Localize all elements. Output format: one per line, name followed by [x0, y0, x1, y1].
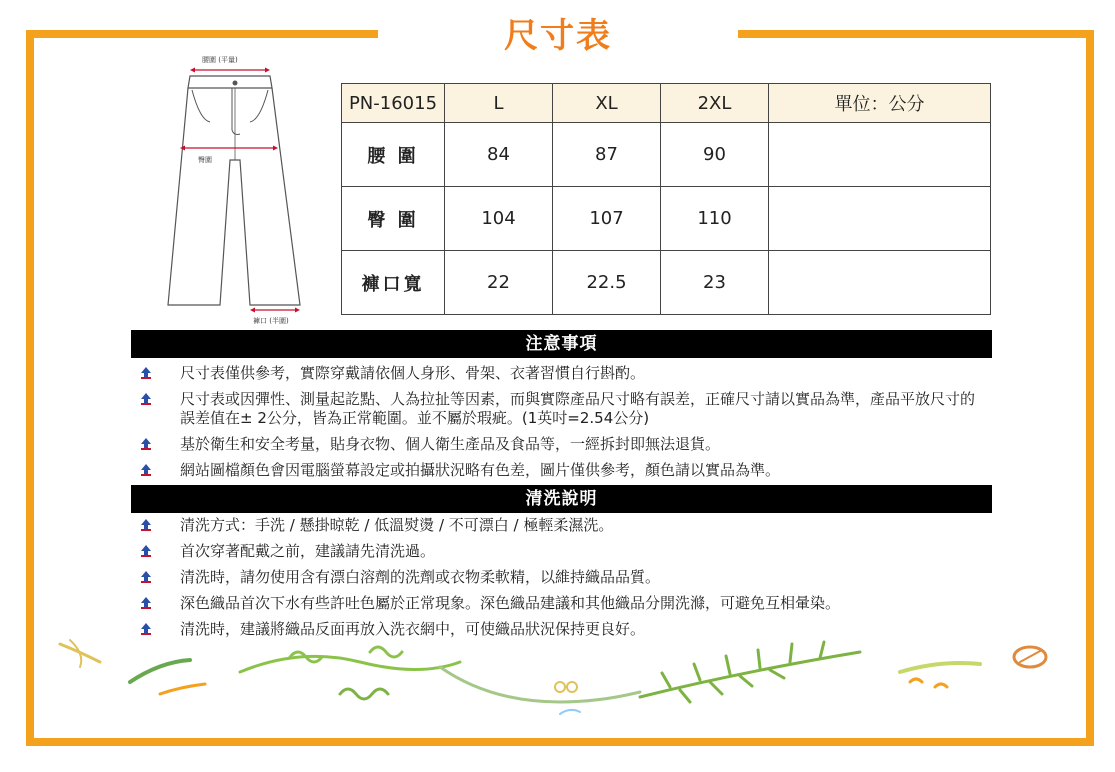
table-cell-empty [769, 251, 991, 315]
table-cell-empty [769, 123, 991, 187]
note-text: 尺寸表僅供參考，實際穿戴請依個人身形、骨架、衣著習慣自行斟酌。 [180, 364, 646, 382]
row-label: 臀 圍 [342, 187, 445, 251]
list-item [140, 542, 1000, 561]
table-header-row [342, 84, 991, 123]
list-item [140, 516, 1000, 535]
waist-label: 腰圍 (平量) [202, 56, 238, 64]
bullet-icon [140, 437, 152, 451]
page-title: 尺寸表 [504, 16, 612, 56]
table-row [342, 187, 991, 251]
model-cell: PN-16015 [342, 84, 445, 123]
row-label: 褲口寬 [342, 251, 445, 315]
frame-top-left [26, 30, 378, 38]
list-item [140, 568, 1000, 587]
bullet-icon [140, 544, 152, 558]
table-cell: 22 [445, 251, 553, 315]
bullet-icon [140, 392, 152, 406]
row-label: 腰 圍 [342, 123, 445, 187]
hem-label: 褲口 (半圍) [253, 317, 289, 325]
bullet-icon [140, 518, 152, 532]
table-row [342, 123, 991, 187]
note-text: 尺寸表或因彈性、測量起訖點、人為拉扯等因素，而與實際產品尺寸略有誤差，正確尺寸請以實品為準，產品平放尺寸的誤差值在± 2公分，皆為正常範圍。並不屬於瑕疵。(1英吋=2.54公分) [180, 390, 976, 427]
table-cell-empty [769, 187, 991, 251]
notes-list [140, 364, 1000, 487]
washing-text: 深色織品首次下水有些許吐色屬於正常現象。深色織品建議和其他織品分開洗滌，可避免互相暈染。 [180, 594, 841, 612]
list-item [140, 594, 1000, 613]
table-cell: 104 [445, 187, 553, 251]
note-text: 網站圖檔顏色會因電腦螢幕設定或拍攝狀況略有色差，圖片僅供參考，顏色請以實品為準。 [180, 461, 781, 479]
size-table [341, 83, 991, 315]
table-cell: 23 [661, 251, 769, 315]
size-header: 2XL [661, 84, 769, 123]
pants-diagram [160, 50, 310, 335]
table-cell: 90 [661, 123, 769, 187]
list-item [140, 461, 1000, 480]
table-cell: 107 [553, 187, 661, 251]
table-cell: 87 [553, 123, 661, 187]
table-row [342, 251, 991, 315]
washing-heading: 清洗說明 [131, 485, 992, 513]
table-cell: 84 [445, 123, 553, 187]
frame-top-right [738, 30, 1086, 38]
table-cell: 22.5 [553, 251, 661, 315]
washing-text: 清洗方式：手洗 / 懸掛晾乾 / 低溫熨燙 / 不可漂白 / 極輕柔濕洗。 [180, 516, 614, 534]
bullet-icon [140, 570, 152, 584]
washing-list [140, 516, 1000, 646]
washing-text: 清洗時，建議將織品反面再放入洗衣網中，可使織品狀況保持更良好。 [180, 620, 646, 638]
note-text: 基於衛生和安全考量，貼身衣物、個人衛生產品及食品等，一經拆封即無法退貨。 [180, 435, 721, 453]
table-cell: 110 [661, 187, 769, 251]
size-header: L [445, 84, 553, 123]
hip-label: 臀圍 [198, 156, 212, 164]
list-item [140, 364, 1000, 383]
washing-text: 清洗時，請勿使用含有漂白溶劑的洗劑或衣物柔軟精，以維持織品品質。 [180, 568, 661, 586]
bullet-icon [140, 596, 152, 610]
unit-cell: 單位：公分 [769, 84, 991, 123]
washing-text: 首次穿著配戴之前，建議請先清洗過。 [180, 542, 436, 560]
bullet-icon [140, 366, 152, 380]
list-item [140, 435, 1000, 454]
size-header: XL [553, 84, 661, 123]
decorative-leaves-illustration [40, 632, 1070, 732]
list-item [140, 390, 1000, 428]
notes-heading: 注意事項 [131, 330, 992, 358]
bullet-icon [140, 463, 152, 477]
